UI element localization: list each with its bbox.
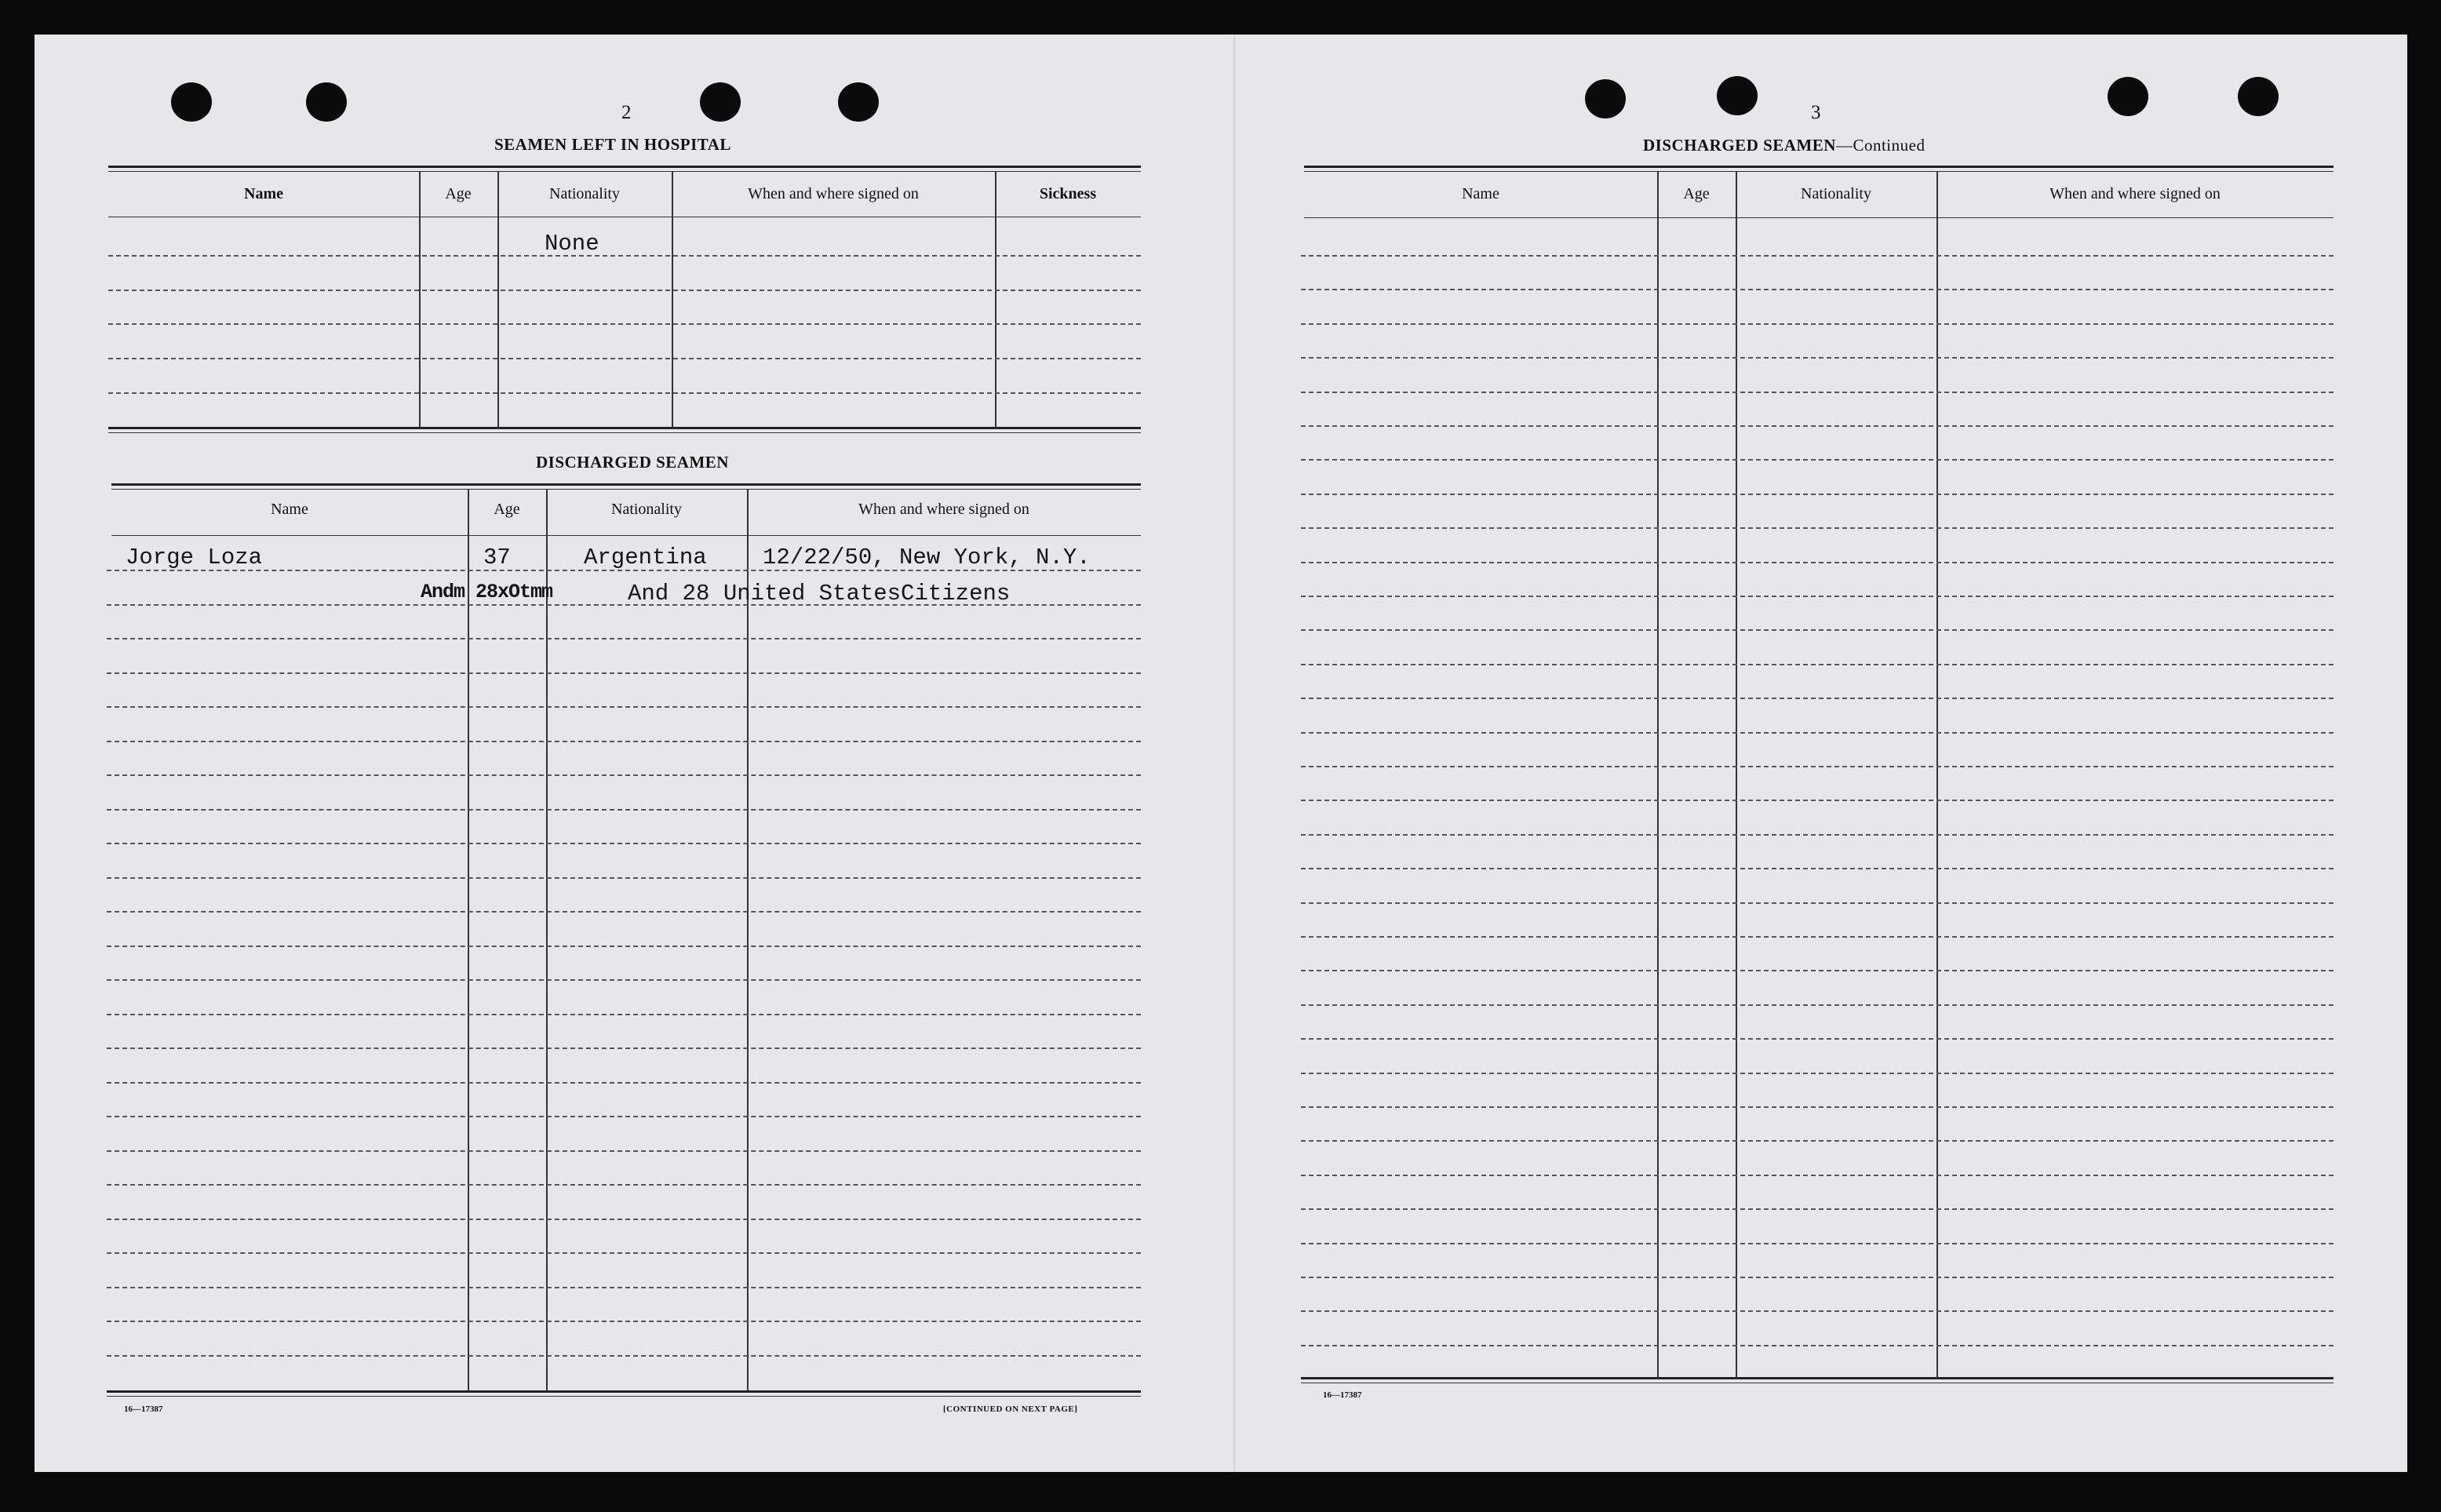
entry-line [1301, 596, 2334, 597]
section-title-discharged: DISCHARGED SEAMEN [536, 453, 729, 472]
entry-line [1301, 664, 2334, 665]
rule [1304, 217, 2334, 218]
column-divider [1936, 171, 1938, 1378]
column-divider [468, 489, 469, 1391]
entry-line [107, 945, 1141, 947]
entry-line [108, 255, 1141, 257]
column-header-age: Age [1683, 185, 1710, 202]
page-number: 2 [621, 102, 632, 123]
entry-line [107, 1287, 1141, 1288]
entry-line [1301, 1208, 2334, 1210]
entry-line [107, 877, 1141, 879]
column-divider [419, 171, 421, 428]
column-header-signed-on: When and where signed on [858, 501, 1029, 518]
entry-line [108, 323, 1141, 325]
column-header-name: Name [271, 501, 308, 518]
seaman-signed-on: 12/22/50, New York, N.Y. [763, 545, 1091, 570]
rule [108, 166, 1141, 168]
entry-line [1301, 1277, 2334, 1278]
column-header-name: Name [1462, 185, 1499, 202]
rule [108, 427, 1141, 429]
punch-hole [838, 82, 879, 122]
title-suffix: —Continued [1835, 136, 1925, 155]
page-number: 3 [1811, 102, 1821, 123]
seaman-nationality: Argentina [584, 545, 707, 570]
rule [108, 432, 1141, 433]
column-divider [995, 171, 996, 428]
entry-line [107, 774, 1141, 776]
entry-line [107, 979, 1141, 981]
column-header-nationality: Nationality [549, 185, 620, 202]
entry-line [107, 1219, 1141, 1220]
entry-line [1301, 936, 2334, 938]
column-header-nationality: Nationality [611, 501, 682, 518]
rule [1304, 166, 2334, 168]
seaman-age: 37 [483, 545, 511, 570]
entry-line [108, 358, 1141, 359]
entry-line [1301, 323, 2334, 325]
punch-hole [1585, 79, 1626, 118]
entry-line [1301, 1175, 2334, 1176]
column-divider [1657, 171, 1659, 1378]
entry-line [108, 290, 1141, 291]
continued-note: [CONTINUED ON NEXT PAGE] [943, 1405, 1078, 1414]
entry-line [1301, 766, 2334, 767]
column-divider [672, 171, 673, 428]
entry-line [1301, 527, 2334, 529]
entry-line [1301, 459, 2334, 461]
column-divider [497, 171, 499, 428]
entry-line [1301, 494, 2334, 495]
punch-hole [700, 82, 741, 122]
punch-hole [1717, 76, 1758, 115]
entry-line [1301, 392, 2334, 393]
entry-line [1301, 629, 2334, 631]
entry-line [1301, 834, 2334, 836]
entry-line [107, 843, 1141, 844]
seaman-name: Jorge Loza [126, 545, 263, 570]
entry-line [1301, 868, 2334, 869]
column-header-name: Name [244, 185, 283, 202]
entry-line [1301, 800, 2334, 801]
column-header-age: Age [494, 501, 520, 518]
rule [111, 535, 1141, 536]
entry-line [1301, 562, 2334, 563]
entry-line [1301, 1038, 2334, 1040]
entry-line [108, 392, 1141, 394]
entry-line [1301, 1345, 2334, 1346]
citizens-note: And 28 United StatesCitizens [628, 581, 1011, 607]
entry-line [107, 1047, 1141, 1049]
rule [1301, 1377, 2334, 1379]
rule [111, 483, 1141, 486]
entry-line [1301, 1243, 2334, 1244]
form-number: 16—17387 [124, 1405, 163, 1414]
section-title-hospital: SEAMEN LEFT IN HOSPITAL [494, 135, 731, 154]
entry-line [107, 1355, 1141, 1357]
punch-hole [2108, 77, 2148, 116]
entry-line [107, 1184, 1141, 1186]
entry-line [107, 1082, 1141, 1084]
column-header-signed-on: When and where signed on [2049, 185, 2221, 202]
entry-line [1301, 357, 2334, 359]
section-title-discharged-continued [1643, 136, 1925, 155]
overstruck-text: Andm 28xOtmm [421, 581, 553, 603]
entry-line [1301, 1310, 2334, 1312]
entry-line [107, 672, 1141, 674]
entry-line [107, 741, 1141, 742]
column-divider [1736, 171, 1737, 1378]
rule [107, 1396, 1141, 1397]
entry-line [107, 638, 1141, 639]
entry-line [107, 1116, 1141, 1117]
column-divider [747, 489, 749, 1391]
document-sheet [35, 35, 2407, 1472]
entry-line [1301, 255, 2334, 257]
column-header-sickness: Sickness [1039, 185, 1097, 202]
entry-line [107, 1321, 1141, 1322]
entry-line [107, 1014, 1141, 1015]
entry-line [1301, 1073, 2334, 1074]
punch-hole [2238, 77, 2279, 116]
entry-line [1301, 732, 2334, 734]
entry-line [107, 911, 1141, 913]
column-header-age: Age [445, 185, 472, 202]
hospital-entry: None [545, 231, 599, 257]
title-text: DISCHARGED SEAMEN [1643, 136, 1836, 155]
rule [111, 489, 1141, 490]
entry-line [1301, 289, 2334, 290]
entry-line [107, 1150, 1141, 1152]
column-header-signed-on: When and where signed on [748, 185, 919, 202]
rule [108, 171, 1141, 172]
entry-line [107, 1252, 1141, 1254]
punch-hole [171, 82, 212, 122]
page-fold [1233, 35, 1235, 1472]
entry-line [1301, 1106, 2334, 1108]
column-divider [546, 489, 548, 1391]
rule [107, 1390, 1141, 1393]
entry-line [107, 706, 1141, 708]
entry-line [1301, 425, 2334, 427]
entry-line [107, 809, 1141, 811]
column-header-nationality: Nationality [1801, 185, 1871, 202]
entry-line [1301, 698, 2334, 699]
rule [1304, 171, 2334, 172]
entry-line [1301, 1004, 2334, 1006]
form-number: 16—17387 [1323, 1390, 1362, 1400]
punch-hole [306, 82, 347, 122]
entry-line [1301, 1140, 2334, 1142]
entry-line [1301, 902, 2334, 904]
entry-line [1301, 970, 2334, 971]
